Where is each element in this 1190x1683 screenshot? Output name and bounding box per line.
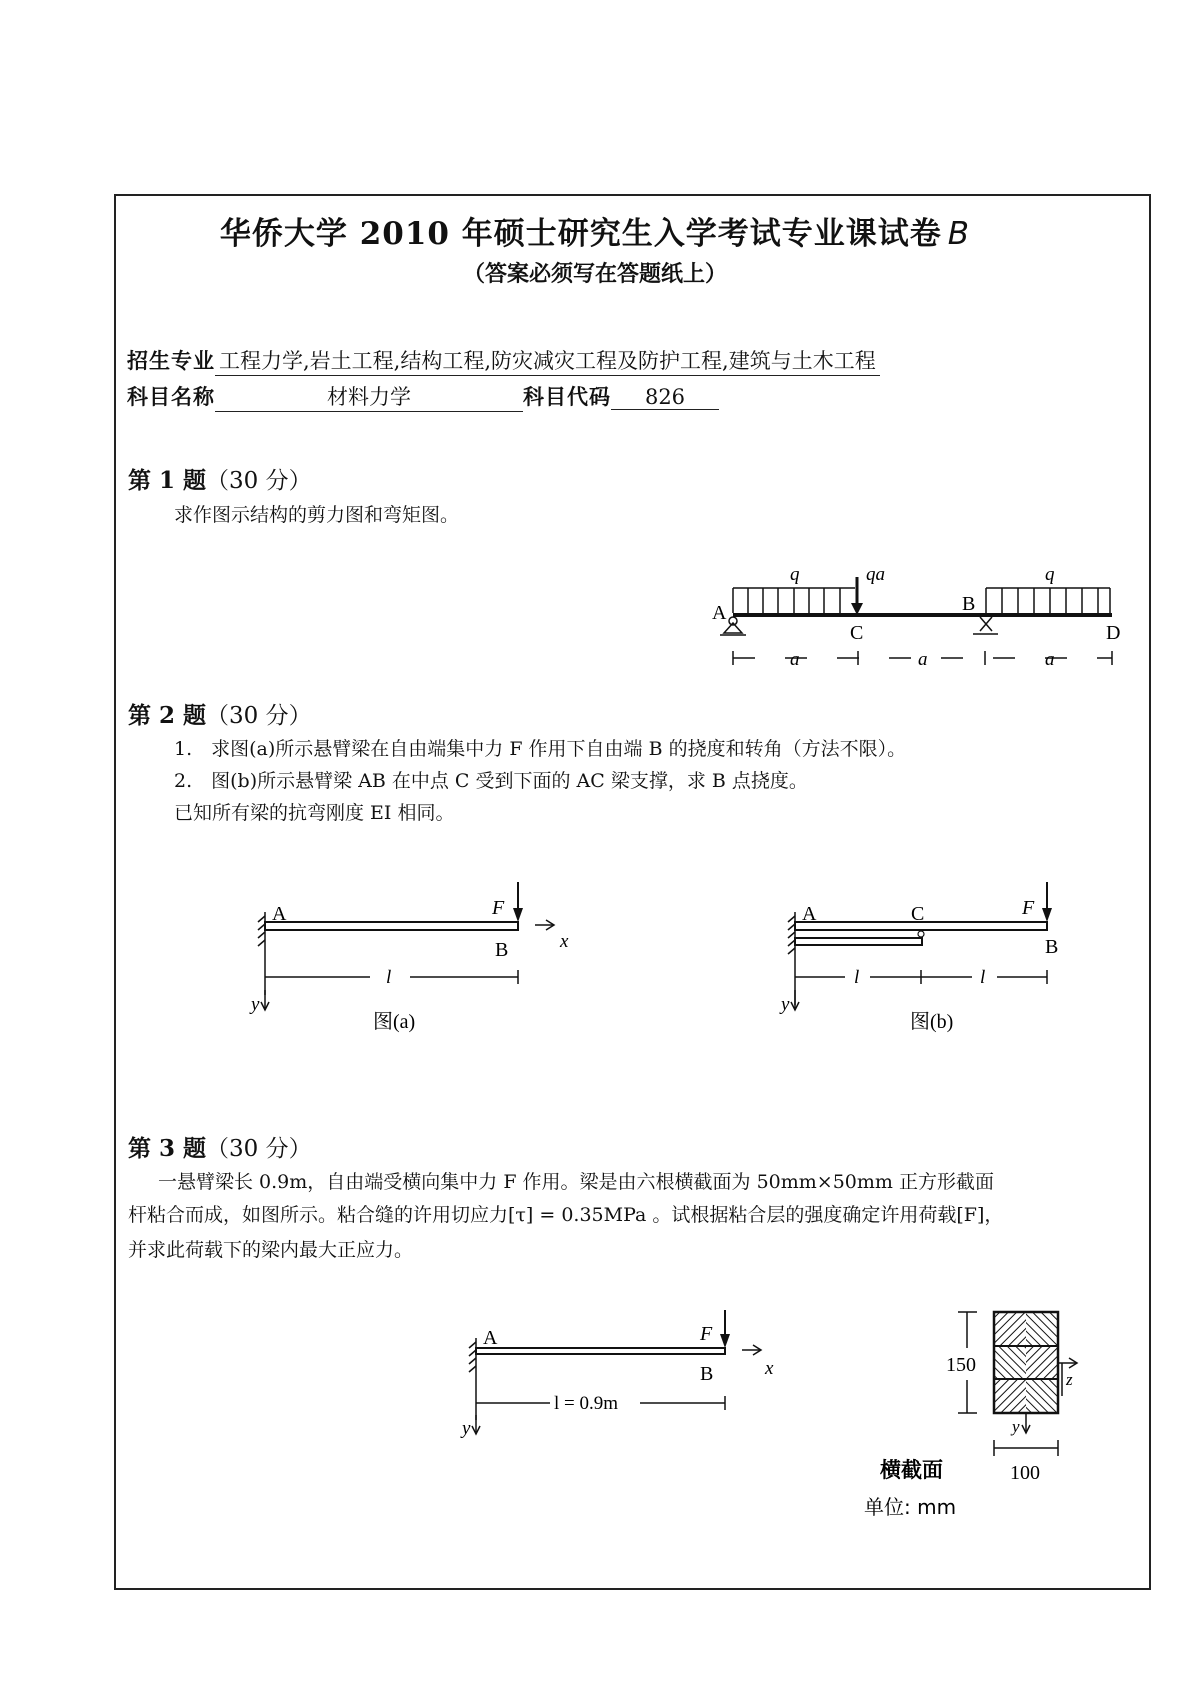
cantilever-beam (265, 922, 518, 930)
point-load-arrow (851, 577, 863, 615)
subject-value: 材料力学 (215, 381, 523, 412)
q2-points: （30 分） (206, 703, 312, 729)
q1-number: 第 1 题 (128, 467, 207, 494)
q3-line-2: 杆粘合而成，如图所示。粘合缝的许用切应力[τ] = 0.35MPa 。试根据粘合层的强度确定许用荷载[F]， (128, 1204, 1004, 1226)
label-a: A (802, 903, 817, 925)
section-caption: 横截面 (880, 1458, 943, 1482)
paper-mark: B (947, 216, 971, 252)
q3-points: （30 分） (206, 1136, 312, 1162)
label-height: 150 (946, 1354, 976, 1376)
label-d: D (1106, 622, 1121, 644)
section-rectangle (994, 1312, 1058, 1413)
major-label: 招生专业 (127, 348, 215, 373)
load-arrow-f (720, 1310, 730, 1348)
cross-section-figure (850, 1300, 1080, 1520)
contact-c (918, 931, 924, 937)
q1-points: （30 分） (206, 468, 312, 494)
span-label-2: a (918, 649, 928, 670)
q3-heading (128, 1130, 312, 1163)
fixed-wall-b (788, 912, 795, 1005)
label-y: y (781, 994, 790, 1015)
distributed-load-left (733, 588, 855, 613)
label-l-1: l (854, 967, 860, 988)
dimension-line-l (265, 970, 518, 984)
label-length: l = 0.9m (554, 1393, 619, 1414)
caption-a: 图(a) (373, 1011, 416, 1033)
q3-number: 第 3 题 (128, 1135, 207, 1162)
label-q-right: q (1045, 564, 1055, 585)
fixed-wall-a (258, 912, 265, 995)
caption-b: 图(b) (910, 1011, 954, 1033)
label-b: B (700, 1363, 714, 1385)
subject-label: 科目名称 (127, 384, 215, 409)
dimension-line-l (795, 970, 1047, 984)
y-axis-arrow (1022, 1413, 1030, 1433)
label-a: A (712, 602, 727, 624)
x-axis-arrow (535, 920, 554, 930)
roller-support-b (973, 617, 998, 634)
q2-line-2: 2. 图(b)所示悬臂梁 AB 在中点 C 受到下面的 AC 梁支撑，求 B 点挠度。 (174, 770, 808, 792)
q2-line-1: 1. 求图(a)所示悬臂梁在自由端集中力 F 作用下自由端 B 的挠度和转角（方法不限）。 (174, 738, 907, 760)
label-f: F (492, 897, 505, 919)
exam-subtitle: （答案必须写在答题纸上） (462, 261, 727, 287)
q1-text: 求作图示结构的剪力图和弯矩图。 (174, 504, 460, 526)
q2-heading (128, 697, 312, 730)
label-b: B (495, 939, 509, 961)
label-l-2: l (980, 967, 986, 988)
q3-beam-figure (450, 1310, 790, 1460)
q3-line-1: 一悬臂梁长 0.9m，自由端受横向集中力 F 作用。梁是由六根横截面为 50mm×50mm 正方形截面 (158, 1171, 994, 1193)
label-width: 100 (1010, 1462, 1040, 1484)
fixed-wall (469, 1338, 476, 1420)
distributed-load-right (986, 588, 1110, 613)
unit-label: 单位: mm (864, 1495, 957, 1519)
span-label-3: a (1045, 649, 1055, 670)
label-c: C (850, 622, 864, 644)
major-value: 工程力学,岩土工程,结构工程,防灾减灾工程及防护工程,建筑与土木工程 (215, 345, 880, 376)
label-y: y (1012, 1417, 1020, 1436)
cantilever-beam (476, 1348, 725, 1354)
label-f: F (1022, 897, 1035, 919)
code-value: 826 (611, 385, 719, 410)
span-label-1: a (790, 649, 800, 670)
label-z: z (1066, 1370, 1073, 1389)
label-a: A (272, 903, 287, 925)
label-q-left: q (790, 564, 800, 585)
figure-b (770, 880, 1100, 1050)
major-field (127, 345, 880, 376)
beam-ac (795, 938, 922, 945)
label-b: B (1045, 936, 1059, 958)
y-axis-arrow (791, 990, 799, 1010)
label-a: A (483, 1327, 498, 1349)
exam-title (0, 208, 1190, 253)
subject-field (127, 381, 719, 412)
label-y: y (462, 1418, 471, 1439)
width-dimension (994, 1440, 1058, 1456)
q2-number: 第 2 题 (128, 702, 207, 729)
code-label: 科目代码 (523, 384, 611, 409)
q2-line-3: 已知所有梁的抗弯刚度 EI 相同。 (174, 802, 455, 824)
load-arrow-f (1042, 882, 1052, 922)
title-text: 华侨大学 2010 年硕士研究生入学考试专业课试卷 (219, 216, 942, 252)
load-arrow-f (513, 882, 523, 922)
q1-beam-figure (700, 555, 1140, 675)
label-x: x (560, 931, 569, 952)
figure-a (240, 880, 570, 1050)
label-c: C (911, 903, 925, 925)
label-b: B (962, 593, 976, 615)
y-axis-arrow (261, 990, 269, 1010)
y-axis-arrow (472, 1415, 480, 1434)
label-x: x (765, 1358, 774, 1379)
label-l: l (386, 967, 392, 988)
label-f: F (700, 1323, 713, 1345)
label-qa: qa (866, 564, 885, 585)
label-y: y (251, 994, 260, 1015)
q1-heading (128, 462, 312, 495)
x-axis-arrow (742, 1345, 761, 1355)
q3-line-3: 并求此荷载下的梁内最大正应力。 (128, 1239, 414, 1261)
